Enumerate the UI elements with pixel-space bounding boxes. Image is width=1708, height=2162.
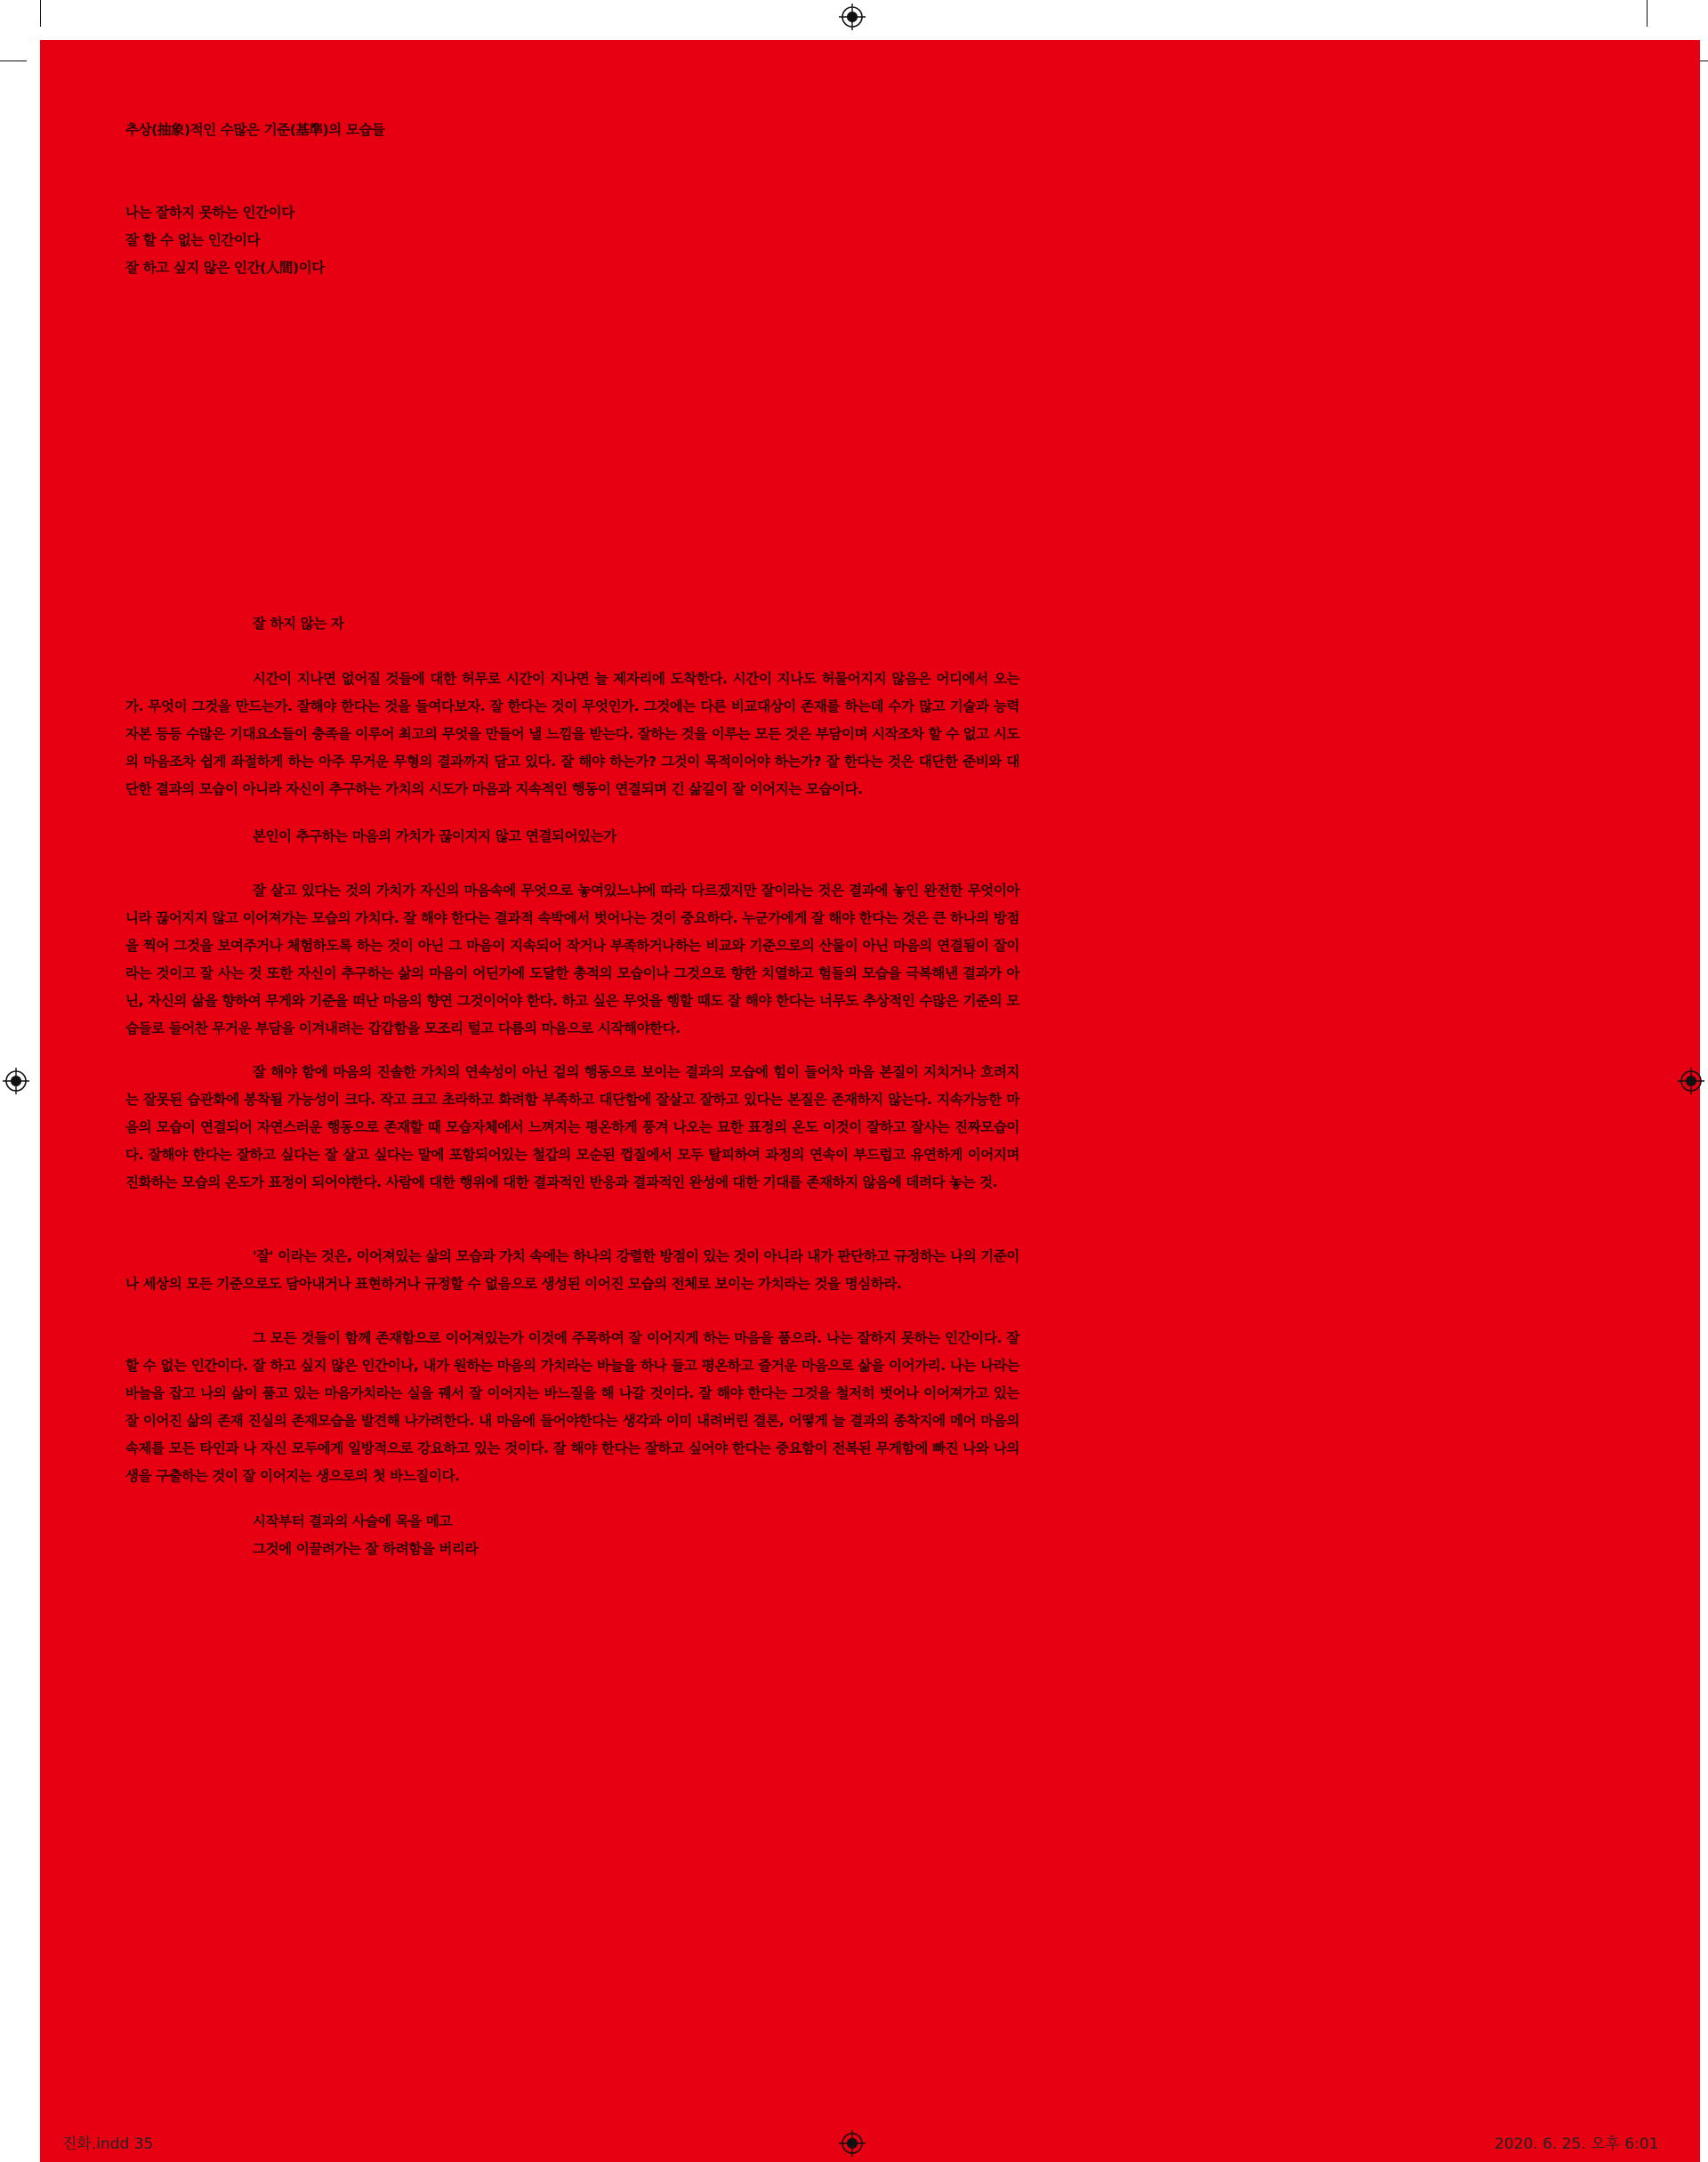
paragraph-1-text: 시간이 지나면 없어질 것들에 대한 허무로 시간이 지나면 늘 제자리에 도착한다. 시간이 지나도 허물어지지 않음은 어디에서 오는가. 무엇이 그것을 만드는가. 잘해야 한다는 것을 들여다보자. 잘 한다는 것이 무엇인가. 그것에는 다른 비교대상이 존재를 하는데 수가 많고 기술과 능력 자본 등등 수많은 기대요소들이 충족을 이루어 최고의 무엇을 만들어 낼 느낌을 받는다. 잘하는 것을 이루는 모든 것은 부담이며 시작조차 할 수 없고 시도의 마음조차 쉽게 좌절하게 하는 아주 무거운 무형의 결과까지 담고 있다. 잘 해야 하는가? 그것이 목적이어야 하는가? 잘 한다는 것은 대단한 준비와 대단한 결과의 모습이 아니라 자신이 추구하는 가치의 시도가 마음과 지속적인 행동이 연결되며 긴 삶길이 잘 이어지는 모습이다. (125, 671, 1019, 797)
paragraph-5 (125, 1325, 1019, 1490)
intro-title: 추상(抽象)적인 수많은 기준(基準)의 모습들 (125, 122, 385, 138)
closing-block (253, 1508, 478, 1563)
intro-line: 잘 할 수 없는 인간이다 (125, 232, 261, 248)
intro-line: 나는 잘하지 못하는 인간이다 (125, 205, 294, 221)
paragraph-3 (125, 1059, 1019, 1197)
section-subheading: 본인이 추구하는 마음의 가치가 끊이지지 않고 연결되어있는가 (253, 828, 616, 844)
closing-line: 시작부터 결과의 사슬에 목을 메고 (253, 1513, 453, 1529)
paragraph-3-text: 잘 해야 함에 마음의 진솔한 가치의 연속성이 아닌 겉의 행동으로 보이는 결과의 모습에 힘이 들어차 마음 본질이 지치거나 흐려지는 잘못된 습관화에 봉착될 가능성이 크다. 작고 크고 초라하고 화려함 부족하고 대단함에 잘살고 잘하고 있다는 본질은 존재하지 않는다. 지속가능한 마음의 모습이 연결되어 자연스러운 행동으로 존재할 때 모습자체에서 느껴지는 평온하게 풍겨 나오는 묘한 표정의 온도 이것이 잘하고 잘사는 진짜모습이다. 잘해야 한다는 잘하고 싶다는 잘 살고 싶다는 말에 포함되어있는 철갑의 모순된 껍질에서 모두 탈피하여 과정의 연속이 부드럽고 유연하게 이어지며 진화하는 모습의 온도가 표정이 되어야한다. 사람에 대한 행위에 대한 결과적인 반응과 결과적인 완성에 대한 기대를 존재하지 않음에 데려다 놓는 것. (125, 1064, 1019, 1190)
paragraph-1 (125, 666, 1019, 803)
paragraph-4 (125, 1243, 1019, 1298)
paragraph-5-text: 그 모든 것들이 함께 존재함으로 이어져있는가 이것에 주목하여 잘 이어지게 하는 마음을 품으라. 나는 잘하지 못하는 인간이다. 잘 할 수 없는 인간이다. 잘 하고 싶지 않은 인간이나, 내가 원하는 마음의 가치라는 바늘을 하나 들고 평온하고 즐거운 마음으로 삶을 이어가리. 나는 나라는 바늘을 잡고 나의 삶이 품고 있는 마음가치라는 실을 꿰서 잘 이어지는 바느질을 해 나갈 것이다. 잘 해야 한다는 그것을 철저히 벗어나 이어져가고 있는 잘 이어진 삶의 존재 진실의 존재모습을 발견해 나가려한다. 내 마음에 들어야한다는 생각과 이미 내려버린 결론, 어떻게 늘 결과의 종착지에 메어 마음의 속제를 모든 타인과 나 자신 모두에게 일방적으로 강요하고 있는 것이다. 잘 해야 한다는 잘하고 싶어야 한다는 중요함이 전복된 무게함에 빠진 나와 나의 생을 구출하는 것이 잘 이어지는 생으로의 첫 바느질이다. (125, 1330, 1019, 1484)
crop-mark-top-left-v (40, 0, 41, 27)
paragraph-4-text: '잘' 이라는 것은, 이어져있는 삶의 모습과 가치 속에는 하나의 강렬한 방점이 있는 것이 아니라 내가 판단하고 규정하는 나의 기준이나 세상의 모든 기준으로도 담아내거나 표현하거나 규정할 수 없음으로 생성된 이어진 모습의 전체로 보이는 가치라는 것을 명심하라. (125, 1248, 1019, 1292)
registration-mark-left (3, 1068, 29, 1094)
registration-mark-bottom (839, 2130, 866, 2157)
intro-block (125, 117, 926, 282)
registration-mark-right (1678, 1068, 1704, 1094)
closing-line: 그것에 이끌려가는 잘 하려함을 버리라 (253, 1541, 479, 1557)
paragraph-2 (125, 877, 1019, 1043)
crop-mark-top-right-v (1647, 0, 1648, 27)
footer-file-info: 진화.indd 35 (62, 2135, 154, 2153)
footer-timestamp: 2020. 6. 25. 오후 6:01 (1494, 2135, 1659, 2153)
paragraph-2-text: 잘 살고 있다는 것의 가치가 자신의 마음속에 무엇으로 놓여있느냐에 따라 다르겠지만 잘이라는 것은 결과에 놓인 완전한 무엇이아니라 끊어지지 않고 이어져가는 모습의 가치다. 잘 해야 한다는 결과적 속박에서 벗어나는 것이 중요하다. 누군가에게 잘 해야 한다는 것은 큰 하나의 방점을 찍어 그것을 보여주거나 체험하도록 하는 것이 아닌 그 마음이 지속되어 작거나 부족하거나하는 비교와 기준으로의 산물이 아닌 마음의 연결됨이 잘이라는 것이고 잘 사는 것 또한 자신이 추구하는 삶의 마음이 어딘가에 도달한 총적의 모습이나 그것으로 향한 치열하고 험들의 모습을 극복해낸 결과가 아닌, 자신의 삶을 향하여 무게와 기준을 떠난 마음의 향연 그것이어야 한다. 하고 싶은 무엇을 행할 때도 잘 해야 한다는 너무도 추상적인 수많은 기준의 모습들로 들어찬 무거운 부담을 이겨내려는 갑갑함을 모조리 털고 다름의 마음으로 시작해야한다. (125, 883, 1019, 1037)
registration-mark-top (839, 4, 866, 30)
intro-line: 잘 하고 싶지 않은 인간(人間)이다 (125, 260, 325, 276)
section-heading: 잘 하지 않는 자 (253, 616, 344, 632)
